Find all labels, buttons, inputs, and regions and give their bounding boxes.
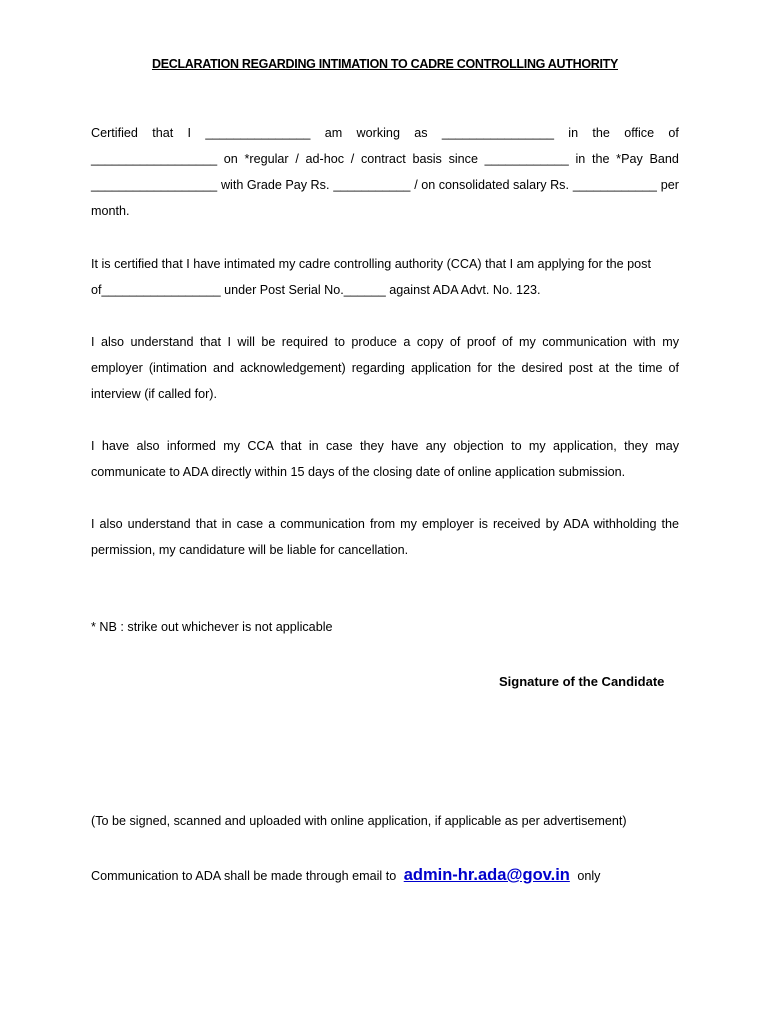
proof-paragraph (91, 329, 679, 407)
para5-line1 (91, 511, 679, 537)
intimation-paragraph (91, 251, 679, 303)
cancellation-paragraph (91, 511, 679, 563)
word: as (414, 126, 428, 140)
line-text: I have also informed my CCA that in case they have any objection to my application, they may (91, 439, 679, 453)
communication-prefix: Communication to ADA shall be made through email to (91, 869, 397, 883)
word: per (660, 178, 679, 192)
communication-suffix: only (577, 869, 601, 883)
objection-paragraph (91, 433, 679, 485)
upload-note: (To be signed, scanned and uploaded with online application, if applicable as per advertisement) (91, 814, 627, 828)
nb-note: * NB : strike out whichever is not applicable (91, 620, 333, 634)
since-date-blank: ____________ (484, 152, 569, 166)
para2-line2: of_________________ under Post Serial No.______ against ADA Advt. No. 123. (91, 283, 541, 297)
para3-line3: interview (if called for). (91, 387, 217, 401)
para2-line1: It is certified that I have intimated my cadre controlling authority (CCA) that I am applying for the post (91, 257, 651, 271)
para5-line2: permission, my candidature will be liable for cancellation. (91, 543, 409, 557)
word: office (624, 126, 655, 140)
designation-blank: ________________ (441, 126, 554, 140)
para3-line1 (91, 329, 679, 355)
office-blank: __________________ (91, 152, 218, 166)
word: of (668, 126, 679, 140)
word: basis (412, 152, 442, 166)
word: Certified (91, 126, 138, 140)
word: *regular (244, 152, 289, 166)
word: in (568, 126, 579, 140)
word: *Pay (616, 152, 643, 166)
grade-pay-blank: ___________ (333, 178, 411, 192)
word: that (152, 126, 174, 140)
para4-line1 (91, 433, 679, 459)
communication-line (91, 866, 600, 885)
word: with Grade Pay Rs. (220, 178, 330, 192)
para1-line3 (91, 172, 679, 198)
name-blank: _______________ (205, 126, 311, 140)
word: am (324, 126, 343, 140)
pay-band-blank: __________________ (91, 178, 218, 192)
word: ad-hoc (305, 152, 345, 166)
certification-paragraph (91, 120, 679, 224)
word: since (448, 152, 478, 166)
word: Band (649, 152, 679, 166)
para3-line2 (91, 355, 679, 381)
word: the (592, 126, 610, 140)
word: working (356, 126, 400, 140)
word: / on consolidated salary Rs. (414, 178, 569, 192)
line-text: I also understand that I will be required to produce a copy of proof of my communication with my (91, 335, 679, 349)
word: I (187, 126, 192, 140)
word: contract (360, 152, 406, 166)
word: / (350, 152, 355, 166)
para1-line2 (91, 146, 679, 172)
word: the (591, 152, 610, 166)
document-title: DECLARATION REGARDING INTIMATION TO CADRE CONTROLLING AUTHORITY (151, 57, 619, 71)
line-text: employer (intimation and acknowledgement) regarding application for the desired post at the time of (91, 361, 679, 375)
email-link[interactable]: admin-hr.ada@gov.in (403, 866, 570, 884)
word: on (223, 152, 238, 166)
word: in (575, 152, 586, 166)
salary-blank: ____________ (572, 178, 657, 192)
para1-line1 (91, 120, 679, 146)
para1-line4: month. (91, 204, 130, 218)
signature-label: Signature of the Candidate (499, 674, 665, 689)
line-text: I also understand that in case a communication from my employer is received by ADA withholding the (91, 517, 679, 531)
para4-line2: communicate to ADA directly within 15 days of the closing date of online application submission. (91, 465, 626, 479)
word: / (295, 152, 299, 166)
